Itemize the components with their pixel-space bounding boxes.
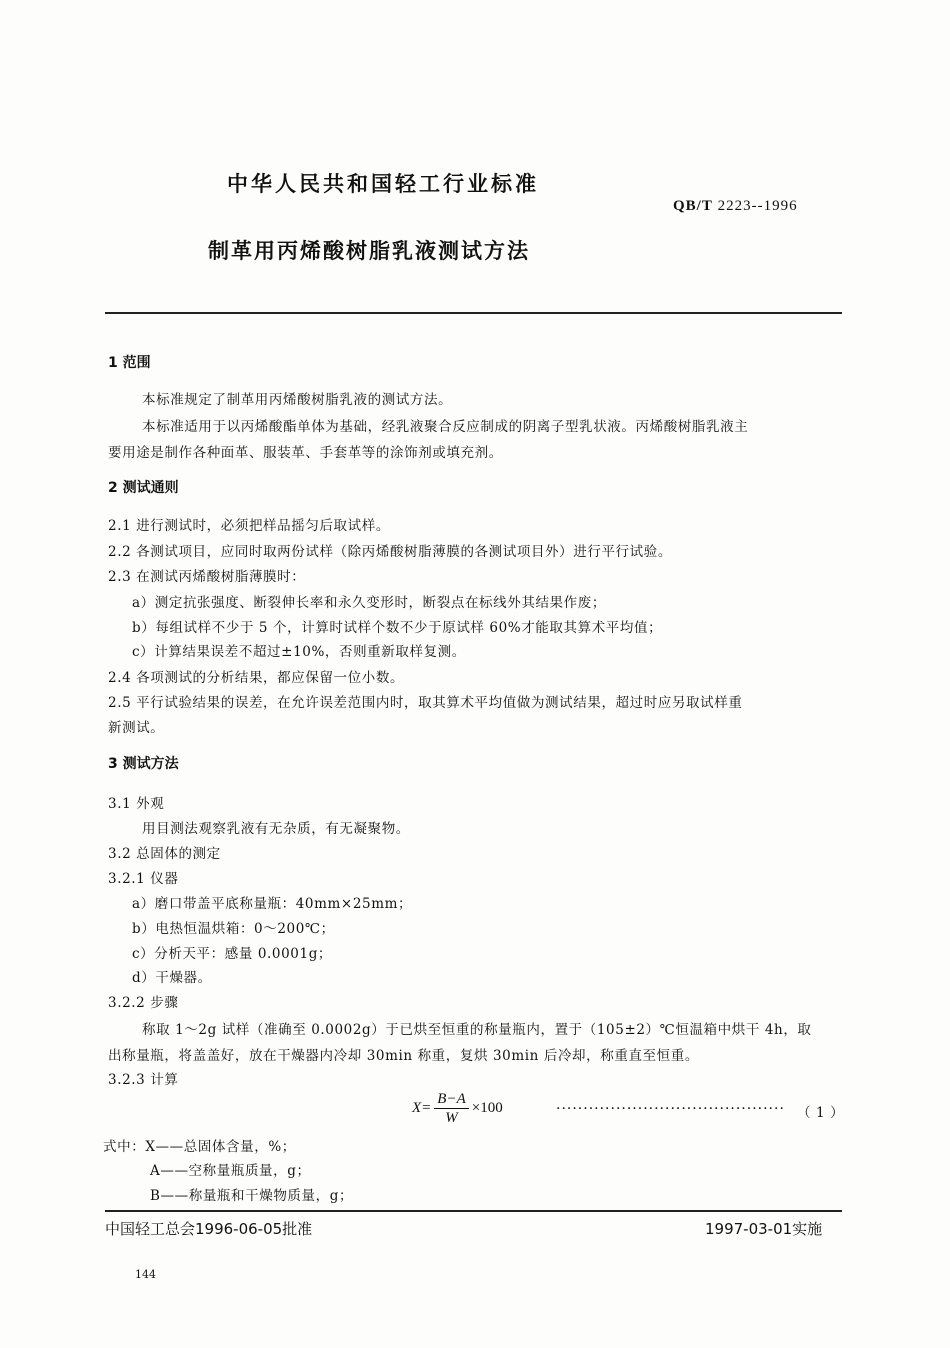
clause-2-3-c: c）计算结果误差不超过±10%，否则重新取样复测。 bbox=[132, 644, 466, 660]
section-1-heading: 1 范围 bbox=[108, 355, 151, 371]
formula-number: （ 1 ） bbox=[797, 1105, 845, 1121]
page-number: 144 bbox=[135, 1268, 156, 1281]
legend-x: X——总固体含量，%； bbox=[145, 1139, 296, 1155]
legend-a: A——空称量瓶质量，g； bbox=[150, 1163, 311, 1179]
formula-lhs: X= bbox=[412, 1099, 432, 1116]
approval-date: 中国轻工总会1996-06-05批准 bbox=[105, 1220, 313, 1238]
standard-number: 2223--1996 bbox=[717, 198, 798, 214]
footer-rule bbox=[105, 1210, 842, 1212]
standard-code bbox=[673, 198, 798, 215]
formula bbox=[412, 1090, 503, 1127]
section-3-heading: 3 测试方法 bbox=[108, 756, 179, 772]
section-1-para-1: 本标准规定了制革用丙烯酸树脂乳液的测试方法。 bbox=[142, 392, 453, 408]
instrument-b: b）电热恒温烘箱：0～200℃； bbox=[132, 921, 335, 937]
clause-3-2: 3.2 总固体的测定 bbox=[108, 846, 221, 862]
legend-line-x bbox=[103, 1135, 296, 1155]
section-1-para-2b: 要用途是制作各种面革、服装革、手套革等的涂饰剂或填充剂。 bbox=[108, 445, 503, 461]
instrument-a: a）磨口带盖平底称量瓶：40mm×25mm； bbox=[132, 896, 413, 912]
instrument-d: d）干燥器。 bbox=[132, 970, 212, 986]
clause-2-3-b: b）每组试样不少于 5 个，计算时试样个数不少于原试样 60%才能取其算术平均值； bbox=[132, 620, 663, 636]
clause-3-2-3: 3.2.3 计算 bbox=[108, 1072, 179, 1088]
clause-2-3-a: a）测定抗张强度、断裂伸长率和永久变形时，断裂点在标线外其结果作废； bbox=[132, 595, 606, 611]
clause-3-2-2: 3.2.2 步骤 bbox=[108, 995, 179, 1011]
clause-2-2: 2.2 各测试项目，应同时取两份试样（除丙烯酸树脂薄膜的各测试项目外）进行平行试验。 bbox=[108, 544, 672, 560]
clause-2-5-a: 2.5 平行试验结果的误差，在允许误差范围内时，取其算术平均值做为测试结果，超过时应另取试样重 bbox=[108, 695, 743, 711]
formula-rhs: ×100 bbox=[471, 1099, 503, 1116]
clause-2-3: 2.3 在测试丙烯酸树脂薄膜时： bbox=[108, 569, 306, 585]
standard-prefix: QB/T bbox=[673, 198, 713, 214]
legend-intro: 式中： bbox=[103, 1139, 146, 1155]
section-1-para-2a: 本标准适用于以丙烯酸酯单体为基础，经乳液聚合反应制成的阴离子型乳状液。丙烯酸树脂乳液主 bbox=[142, 419, 749, 435]
procedure-line-1: 称取 1～2g 试样（准确至 0.0002g）于已烘至恒重的称量瓶内，置于（105±2）℃恒温箱中烘干 4h，取 bbox=[142, 1022, 812, 1038]
clause-3-1: 3.1 外观 bbox=[108, 796, 165, 812]
header-rule bbox=[105, 312, 842, 314]
effective-date: 1997-03-01实施 bbox=[705, 1220, 823, 1238]
clause-3-2-1: 3.2.1 仪器 bbox=[108, 871, 179, 887]
org-title: 中华人民共和国轻工行业标准 bbox=[227, 172, 539, 196]
clause-2-4: 2.4 各项测试的分析结果，都应保留一位小数。 bbox=[108, 670, 405, 686]
formula-fraction bbox=[434, 1090, 468, 1127]
section-2-heading: 2 测试通则 bbox=[108, 480, 179, 496]
clause-3-1-text: 用目测法观察乳液有无杂质，有无凝聚物。 bbox=[142, 821, 410, 837]
legend-b: B——称量瓶和干燥物质量，g； bbox=[150, 1188, 354, 1204]
formula-denominator: W bbox=[445, 1110, 458, 1126]
clause-2-1: 2.1 进行测试时，必须把样品摇匀后取试样。 bbox=[108, 518, 390, 534]
instrument-c: c）分析天平：感量 0.0001g； bbox=[132, 946, 333, 962]
formula-numerator: B−A bbox=[434, 1090, 468, 1109]
clause-2-5-b: 新测试。 bbox=[108, 720, 165, 736]
procedure-line-2: 出称量瓶，将盖盖好，放在干燥器内冷却 30min 称重，复烘 30min 后冷却，称重直至恒重。 bbox=[108, 1048, 699, 1064]
formula-leader-dots: ·········································· bbox=[556, 1101, 785, 1117]
document-title: 制革用丙烯酸树脂乳液测试方法 bbox=[208, 239, 530, 263]
